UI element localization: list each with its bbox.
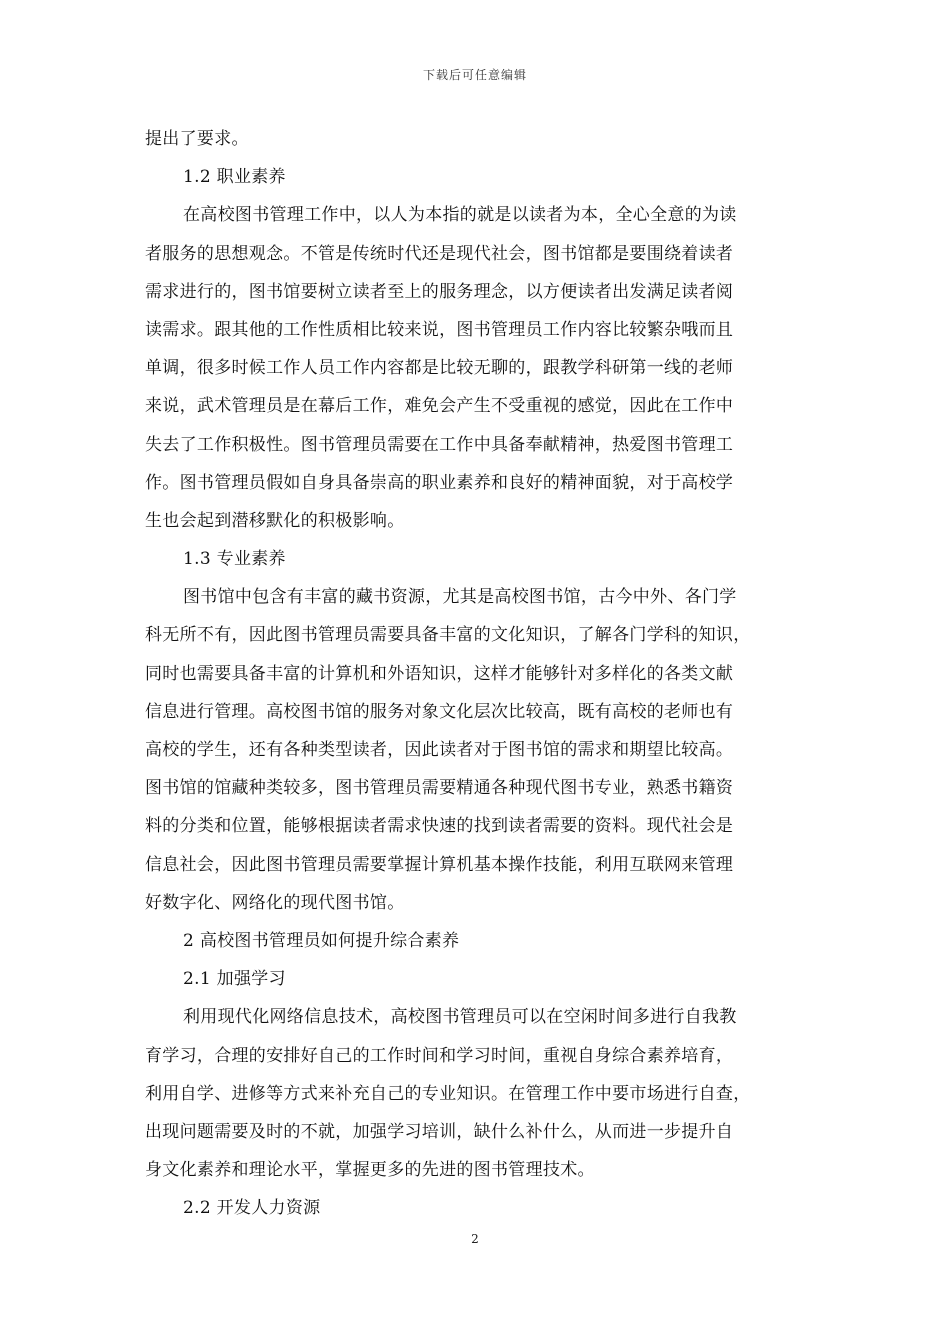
text-line: 生也会起到潜移默化的积极影响。 [145, 510, 405, 531]
text-line: 作。图书管理员假如自身具备崇高的职业素养和良好的精神面貌，对于高校学 [145, 472, 734, 493]
text-line: 高校的学生，还有各种类型读者，因此读者对于图书馆的需求和期望比较高。 [145, 740, 734, 760]
text-line: 单调，很多时候工作人员工作内容都是比较无聊的，跟教学科研第一线的老师 [145, 358, 734, 379]
page-number: 2 [471, 1232, 479, 1246]
text-line: 身文化素养和理论水平，掌握更多的先进的图书管理技术。 [145, 1160, 595, 1181]
text-line: 信息社会，因此图书管理员需要掌握计算机基本操作技能，利用互联网来管理 [145, 854, 734, 875]
body-text [145, 120, 805, 1227]
text-line: 好数字化、网络化的现代图书馆。 [145, 892, 405, 913]
text-line: 读需求。跟其他的工作性质相比较来说，图书管理员工作内容比较繁杂哦而且 [145, 319, 734, 340]
text-line: 信息进行管理。高校图书馆的服务对象文化层次比较高，既有高校的老师也有 [145, 701, 734, 722]
text-line: 出现问题需要及时的不就，加强学习培训，缺什么补什么，从而进一步提升自 [145, 1121, 734, 1142]
text-line: 2 高校图书管理员如何提升综合素养 [183, 930, 460, 951]
text-line: 2.2 开发人力资源 [183, 1198, 321, 1219]
text-line: 同时也需要具备丰富的计算机和外语知识，这样才能够针对多样化的各类文献 [145, 663, 734, 684]
text-line: 图书馆中包含有丰富的藏书资源，尤其是高校图书馆，古今中外、各门学 [183, 587, 737, 608]
text-line: 2.1 加强学习 [183, 969, 286, 990]
text-line: 提出了要求。 [145, 129, 249, 149]
text-line: 利用自学、进修等方式来补充自己的专业知识。在管理工作中要市场进行自查， [145, 1083, 751, 1104]
text-line: 育学习，合理的安排好自己的工作时间和学习时间，重视自身综合素养培育， [145, 1045, 734, 1066]
text-line: 失去了工作积极性。图书管理员需要在工作中具备奉献精神，热爱图书管理工 [145, 434, 734, 455]
text-line: 科无所不有，因此图书管理员需要具备丰富的文化知识，了解各门学科的知识， [145, 625, 751, 646]
text-line: 利用现代化网络信息技术，高校图书管理员可以在空闲时间多进行自我教 [183, 1007, 737, 1028]
page-header: 下载后可任意编辑 [422, 68, 527, 82]
text-line: 图书馆的馆藏种类较多，图书管理员需要精通各种现代图书专业，熟悉书籍资 [145, 778, 734, 799]
text-line: 需求进行的，图书馆要树立读者至上的服务理念，以方便读者出发满足读者阅 [145, 281, 734, 302]
text-line: 者服务的思想观念。不管是传统时代还是现代社会，图书馆都是要围绕着读者 [145, 243, 734, 264]
text-line: 在高校图书管理工作中，以人为本指的就是以读者为本，全心全意的为读 [183, 205, 737, 226]
text-line: 1.2 职业素养 [183, 167, 286, 188]
text-line: 1.3 专业素养 [183, 549, 286, 570]
text-line: 料的分类和位置，能够根据读者需求快速的找到读者需要的资料。现代社会是 [145, 816, 734, 837]
text-line: 来说，武术管理员是在幕后工作，难免会产生不受重视的感觉，因此在工作中 [145, 396, 734, 417]
